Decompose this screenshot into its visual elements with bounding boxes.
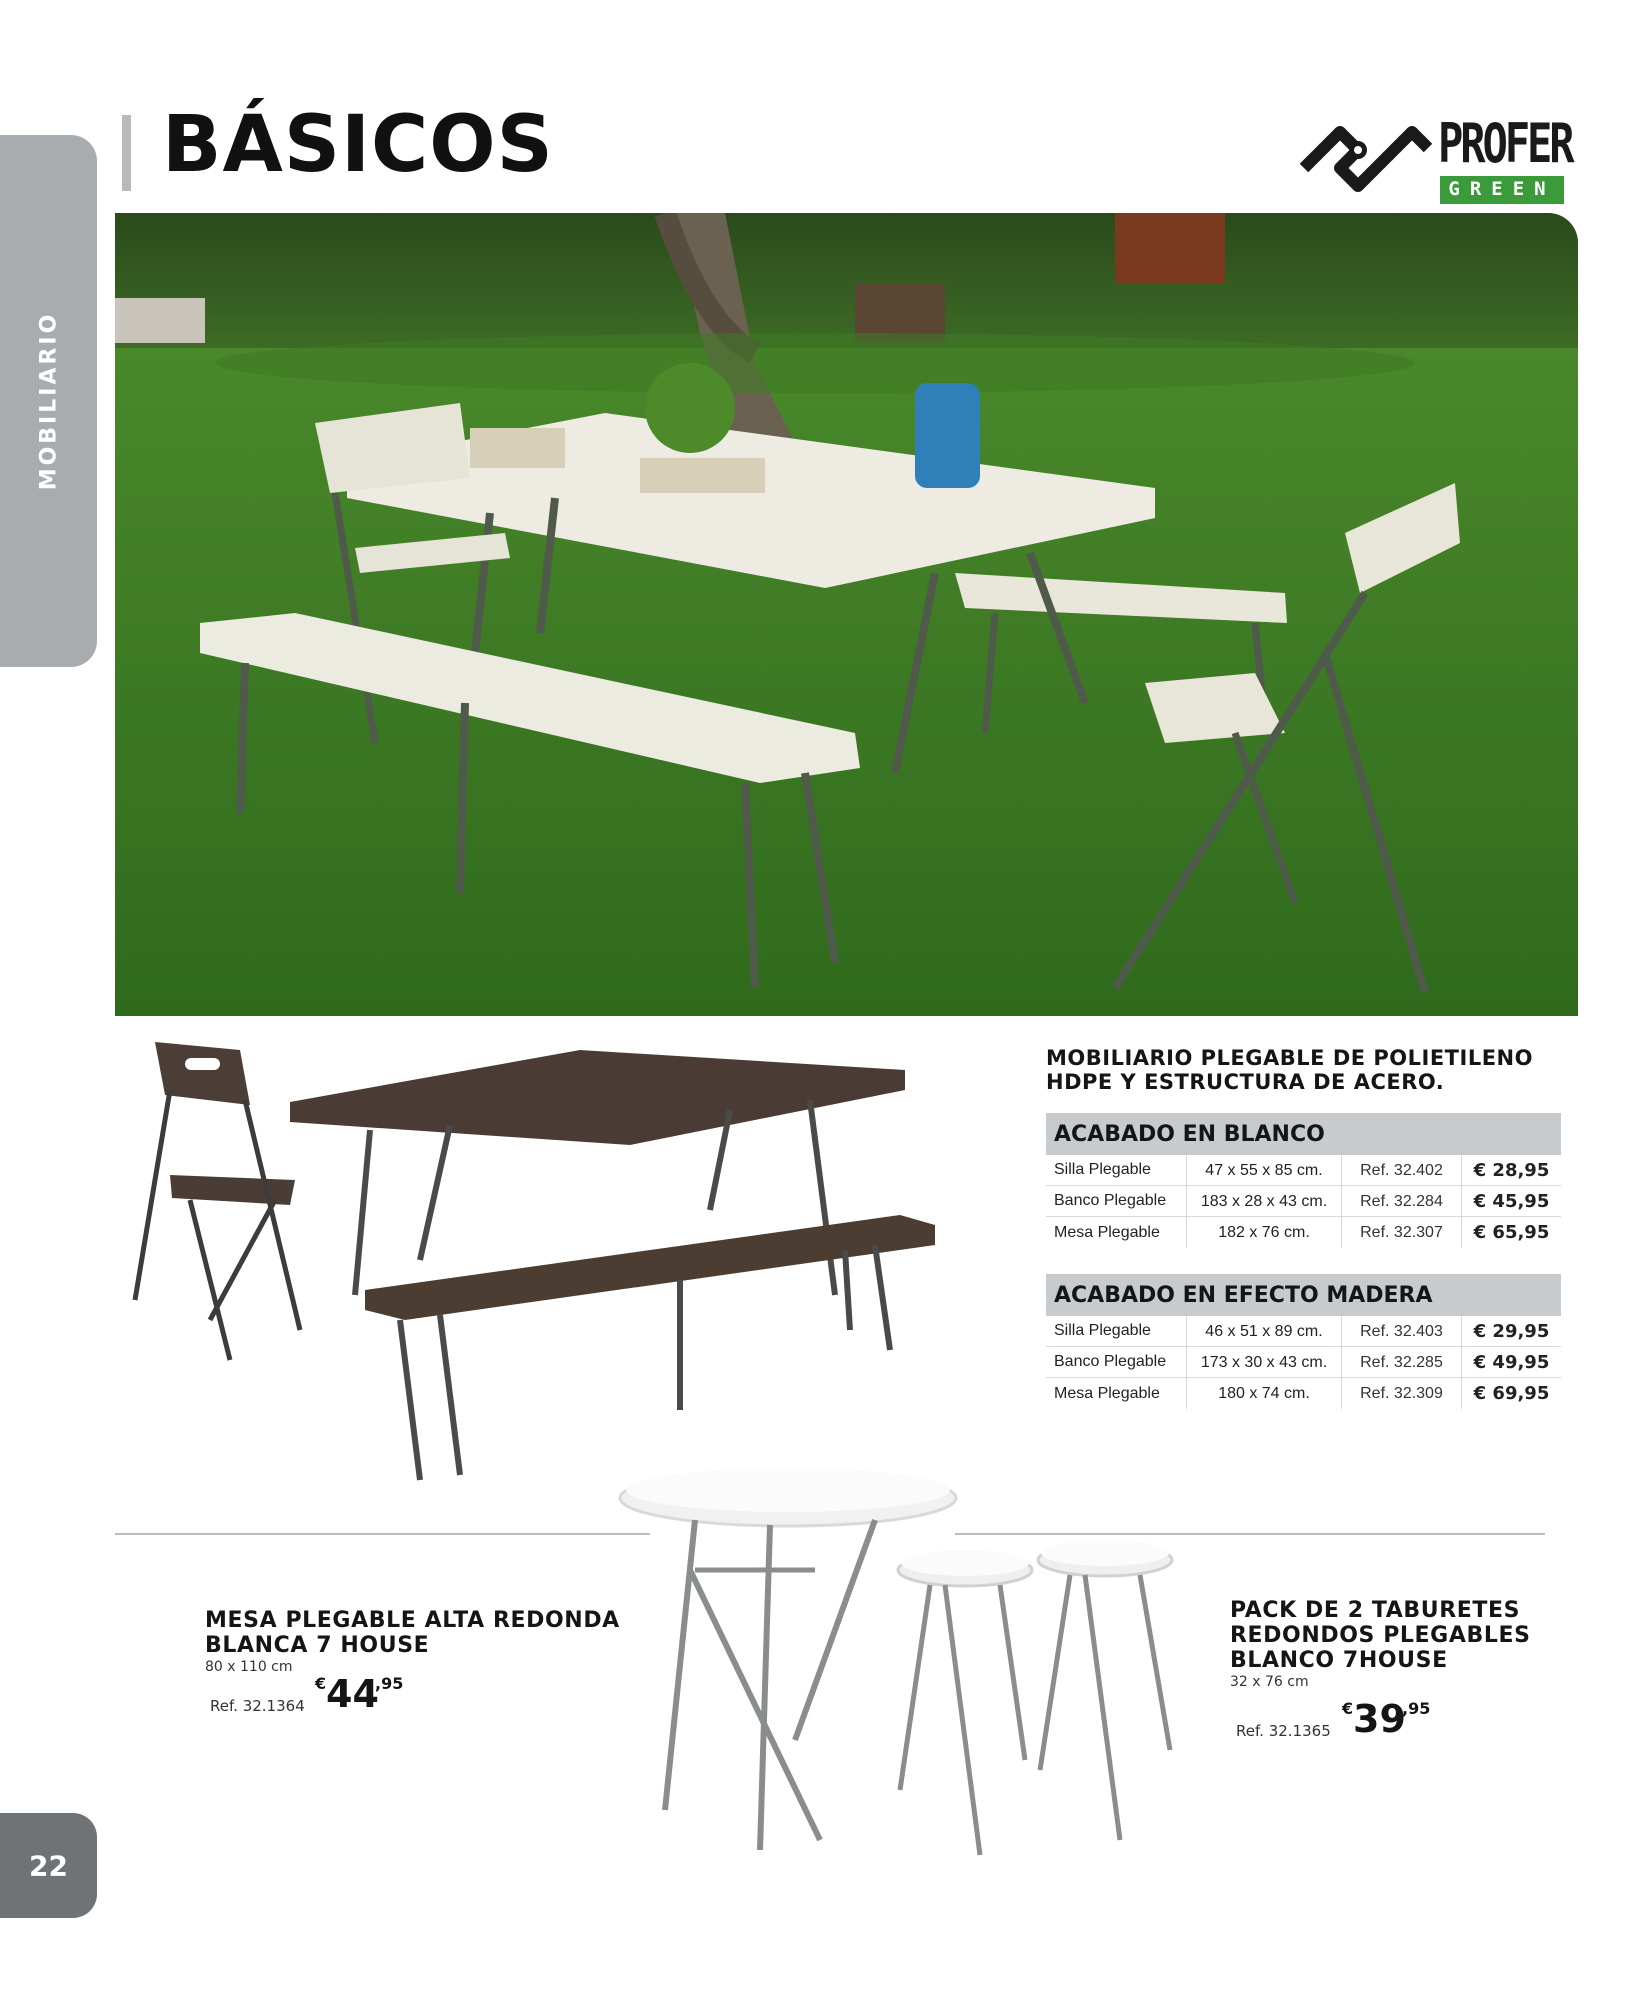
spec-table-wood [1046, 1274, 1561, 1409]
product-title-line: MESA PLEGABLE ALTA REDONDA [205, 1608, 620, 1633]
section-side-tab [0, 135, 97, 667]
round-table-illustration [600, 1460, 1200, 1920]
item-name: Banco Plegable [1054, 1353, 1167, 1370]
item-price: € 49,95 [1473, 1351, 1550, 1373]
item-price: € 45,95 [1473, 1190, 1550, 1212]
price-decimals: ,95 [1402, 1699, 1431, 1718]
table-row [1046, 1217, 1561, 1248]
hero-photo [115, 213, 1578, 1016]
page-title: BÁSICOS [162, 100, 554, 190]
product-dimensions: 32 x 76 cm [1230, 1674, 1309, 1690]
item-ref: Ref. 32.403 [1342, 1316, 1462, 1346]
item-name: Silla Plegable [1054, 1322, 1151, 1339]
price-currency: € [315, 1674, 327, 1693]
spec-table-heading: ACABADO EN BLANCO [1046, 1113, 1561, 1155]
item-ref: Ref. 32.402 [1342, 1155, 1462, 1185]
price-integer: 39 [1353, 1697, 1406, 1741]
product-ref: Ref. 32.1364 [210, 1697, 305, 1715]
item-name: Mesa Plegable [1054, 1223, 1160, 1241]
item-ref: Ref. 32.284 [1342, 1186, 1462, 1216]
item-dimensions: 173 x 30 x 43 cm. [1186, 1347, 1342, 1377]
item-price: € 69,95 [1473, 1383, 1550, 1404]
page-number: 22 [29, 1849, 68, 1882]
item-ref: Ref. 32.307 [1342, 1217, 1462, 1248]
product-title [205, 1608, 620, 1658]
product-price [315, 1672, 425, 1722]
item-price: € 28,95 [1473, 1159, 1550, 1181]
spec-table-heading: ACABADO EN EFECTO MADERA [1046, 1274, 1561, 1316]
item-ref: Ref. 32.285 [1342, 1347, 1462, 1377]
price-currency: € [1342, 1699, 1354, 1718]
logo-green-band [1440, 176, 1564, 204]
item-dimensions: 182 x 76 cm. [1186, 1217, 1342, 1248]
item-ref: Ref. 32.309 [1342, 1378, 1462, 1409]
logo-word: PROFER [1438, 112, 1572, 175]
product-price [1342, 1697, 1452, 1747]
product-title-line: PACK DE 2 TABURETES [1230, 1598, 1521, 1623]
item-price: € 65,95 [1473, 1222, 1550, 1243]
price-decimals: ,95 [375, 1674, 404, 1693]
section-divider-left [115, 1533, 650, 1535]
product-ref: Ref. 32.1365 [1236, 1722, 1331, 1740]
item-price: € 29,95 [1473, 1320, 1550, 1342]
title-accent-bar [122, 115, 131, 191]
brand-logo [1300, 112, 1570, 204]
product-title-line: BLANCA 7 HOUSE [205, 1633, 430, 1658]
wood-furniture-illustration [130, 1030, 960, 1510]
page-number-tab [0, 1813, 97, 1918]
product-title-line: REDONDOS PLEGABLES [1230, 1623, 1531, 1648]
table-row [1046, 1186, 1561, 1217]
product-title-line: BLANCO 7HOUSE [1230, 1648, 1448, 1673]
item-dimensions: 180 x 74 cm. [1186, 1378, 1342, 1409]
item-dimensions: 183 x 28 x 43 cm. [1186, 1186, 1342, 1216]
price-integer: 44 [326, 1672, 379, 1716]
table-row [1046, 1347, 1561, 1378]
product-title [1230, 1598, 1531, 1673]
table-row [1046, 1378, 1561, 1409]
wood-effect-set-image [130, 1030, 960, 1510]
item-name: Silla Plegable [1054, 1161, 1151, 1178]
product-description: MOBILIARIO PLEGABLE DE POLIETILENO HDPE Y ESTRUCTURA DE ACERO. [1046, 1046, 1533, 1094]
table-row [1046, 1155, 1561, 1186]
section-label: MOBILIARIO [36, 311, 61, 491]
logo-sub: GREEN [1448, 178, 1556, 200]
item-dimensions: 46 x 51 x 89 cm. [1186, 1316, 1342, 1346]
logo-mark-icon [1300, 116, 1432, 196]
item-name: Mesa Plegable [1054, 1384, 1160, 1402]
product-dimensions: 80 x 110 cm [205, 1659, 293, 1675]
item-name: Banco Plegable [1054, 1192, 1167, 1209]
round-table-stools-image [600, 1460, 1200, 1920]
item-dimensions: 47 x 55 x 85 cm. [1186, 1155, 1342, 1185]
table-row [1046, 1316, 1561, 1347]
garden-scene-image [115, 213, 1578, 1016]
spec-table-white [1046, 1113, 1561, 1248]
